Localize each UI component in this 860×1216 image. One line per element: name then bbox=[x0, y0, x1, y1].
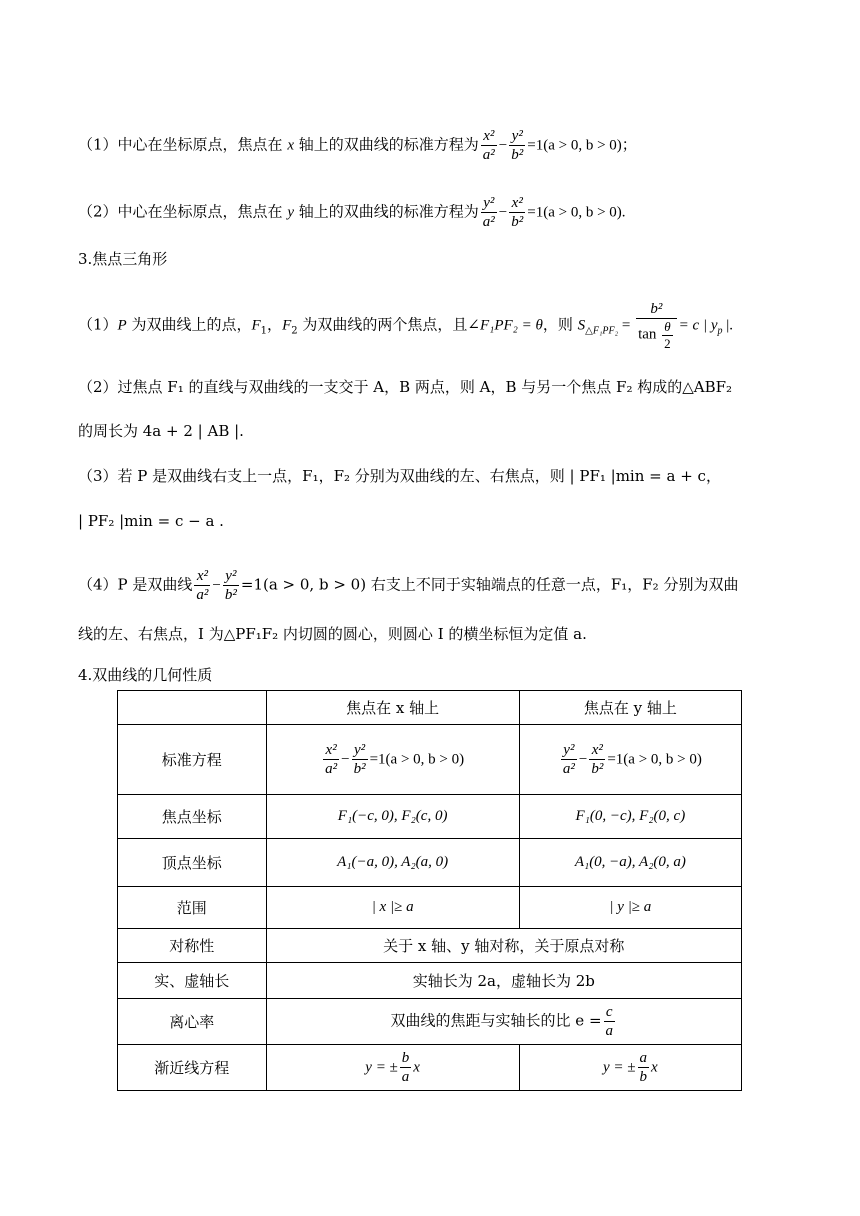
math-var: x bbox=[287, 137, 294, 154]
fraction: $\frac{\text{y²}}{\text{b²}}$ bbox=[224, 568, 237, 603]
table-cell: | x |≥ a bbox=[266, 887, 519, 929]
section-heading-4: 4.双曲线的几何性质 bbox=[78, 666, 213, 684]
header-cell: 焦点在 y 轴上 bbox=[519, 691, 741, 725]
table-cell: $\frac{\text{y²}}{\text{a²}}$ − $\frac{\text{x²}}{\text{b²}}$ =1(a > 0, b > 0) bbox=[519, 725, 741, 795]
math-var: y bbox=[287, 204, 294, 221]
table-row bbox=[118, 963, 742, 999]
table-cell: A₁(−a, 0), A₂(a, 0) bbox=[266, 839, 519, 887]
paragraph-triangle-2a: （2）过焦点 F₁ 的直线与双曲线的一支交于 A，B 两点，则 A，B 与另一个焦点 F₂ 构成的△ABF₂ bbox=[78, 378, 733, 396]
table-row bbox=[118, 887, 742, 929]
equation-tail: =1(a > 0, b > 0)； bbox=[527, 137, 637, 154]
row-label: 渐近线方程 bbox=[118, 1045, 267, 1091]
header-cell bbox=[118, 691, 267, 725]
text: 中心在坐标原点，焦点在 bbox=[117, 135, 288, 154]
paragraph-triangle-4a: （4）P 是双曲线 $\frac{\text{x²}}{\text{a²}}$ − $\frac{\text{y²}}{\text{b²}}$ =1(a > 0, b > 0) 右支上不同于实轴端点的任意一点，F₁，F₂ 分别为双曲 bbox=[78, 568, 739, 603]
paragraph-2: （2）中心在坐标原点，焦点在 y 轴上的双曲线的标准方程为 $\frac{\text{y²}}{\text{a²}}$ − $\frac{\text{x²}}{\text{b²}}$ =1(a > 0, b > 0). bbox=[78, 195, 626, 230]
table-row bbox=[118, 1045, 742, 1091]
fraction: $\frac{\text{x²}}{\text{b²}}$ bbox=[511, 195, 524, 230]
row-label: 离心率 bbox=[118, 999, 267, 1045]
fraction: $\frac{\text{y²}}{\text{b²}}$ bbox=[511, 128, 524, 163]
paragraph-triangle-3a: （3）若 P 是双曲线右支上一点，F₁，F₂ 分别为双曲线的左、右焦点，则 | PF₁ |min = a + c， bbox=[78, 467, 721, 485]
fraction: $\frac{\text{y²}}{\text{a²}}$ bbox=[482, 195, 495, 230]
table-cell: y = ± $\frac{a}{b}$ x bbox=[519, 1045, 741, 1091]
fraction: $\frac{\text{x²}}{\text{a²}}$ bbox=[482, 128, 495, 163]
row-label: 焦点坐标 bbox=[118, 795, 267, 839]
header-cell: 焦点在 x 轴上 bbox=[266, 691, 519, 725]
table-cell-merged: 关于 x 轴、y 轴对称，关于原点对称 bbox=[266, 929, 741, 963]
table-row bbox=[118, 839, 742, 887]
hyperbola-properties-table bbox=[117, 690, 742, 1091]
paragraph-triangle-4b: 线的左、右焦点，I 为△PF₁F₂ 内切圆的圆心，则圆心 I 的横坐标恒为定值 a. bbox=[78, 625, 587, 643]
row-label: 标准方程 bbox=[118, 725, 267, 795]
table-cell-merged: 双曲线的焦距与实轴长的比 e = $\frac{c}{a}$ bbox=[266, 999, 741, 1045]
table-cell: | y |≥ a bbox=[519, 887, 741, 929]
area-fraction: b² tan $\frac{\theta}{2}$ bbox=[636, 300, 677, 351]
item-number: （2） bbox=[78, 202, 118, 221]
table-cell: F₁(0, −c), F₂(0, c) bbox=[519, 795, 741, 839]
row-label: 对称性 bbox=[118, 929, 267, 963]
row-label: 范围 bbox=[118, 887, 267, 929]
paragraph-triangle-1: （1）P 为双曲线上的点，$F_1$，$F_2$ 为双曲线的两个焦点，且∠F₁PF₂ = θ，则 $S_{\triangle F_1PF_2}$ = b² tan $\frac{\theta}{2}$ = c | $y_p$ |. bbox=[78, 301, 733, 351]
table-cell-merged: 实轴长为 2a，虚轴长为 2b bbox=[266, 963, 741, 999]
table-row bbox=[118, 725, 742, 795]
text: 轴上的双曲线的标准方程为 bbox=[294, 135, 479, 154]
fraction: $\frac{\text{x²}}{\text{a²}}$ bbox=[196, 568, 209, 603]
item-number: （1） bbox=[78, 135, 118, 154]
row-label: 顶点坐标 bbox=[118, 839, 267, 887]
paragraph-1: （1）中心在坐标原点，焦点在 x 轴上的双曲线的标准方程为 $\frac{\text{x²}}{\text{a²}}$ − $\frac{\text{y²}}{\text{b²}}$ =1(a > 0, b > 0)； bbox=[78, 128, 637, 163]
text: 中心在坐标原点，焦点在 bbox=[117, 202, 288, 221]
text: 轴上的双曲线的标准方程为 bbox=[294, 202, 479, 221]
table-row bbox=[118, 929, 742, 963]
row-label: 实、虚轴长 bbox=[118, 963, 267, 999]
table-cell: y = ± $\frac{b}{a}$ x bbox=[266, 1045, 519, 1091]
table-cell: A₁(0, −a), A₂(0, a) bbox=[519, 839, 741, 887]
table-header-row bbox=[118, 691, 742, 725]
equation-tail: =1(a > 0, b > 0). bbox=[527, 204, 626, 221]
table-cell: F₁(−c, 0), F₂(c, 0) bbox=[266, 795, 519, 839]
section-heading-3: 3.焦点三角形 bbox=[78, 250, 168, 268]
angle-expression: ∠F₁PF₂ = θ bbox=[467, 317, 543, 334]
paragraph-triangle-3b: | PF₂ |min = c − a . bbox=[78, 512, 224, 530]
table-row bbox=[118, 999, 742, 1045]
table-cell: $\frac{\text{x²}}{\text{a²}}$ − $\frac{\text{y²}}{\text{b²}}$ =1(a > 0, b > 0) bbox=[266, 725, 519, 795]
paragraph-triangle-2b: 的周长为 4a + 2 | AB |. bbox=[78, 422, 244, 440]
table-row bbox=[118, 795, 742, 839]
